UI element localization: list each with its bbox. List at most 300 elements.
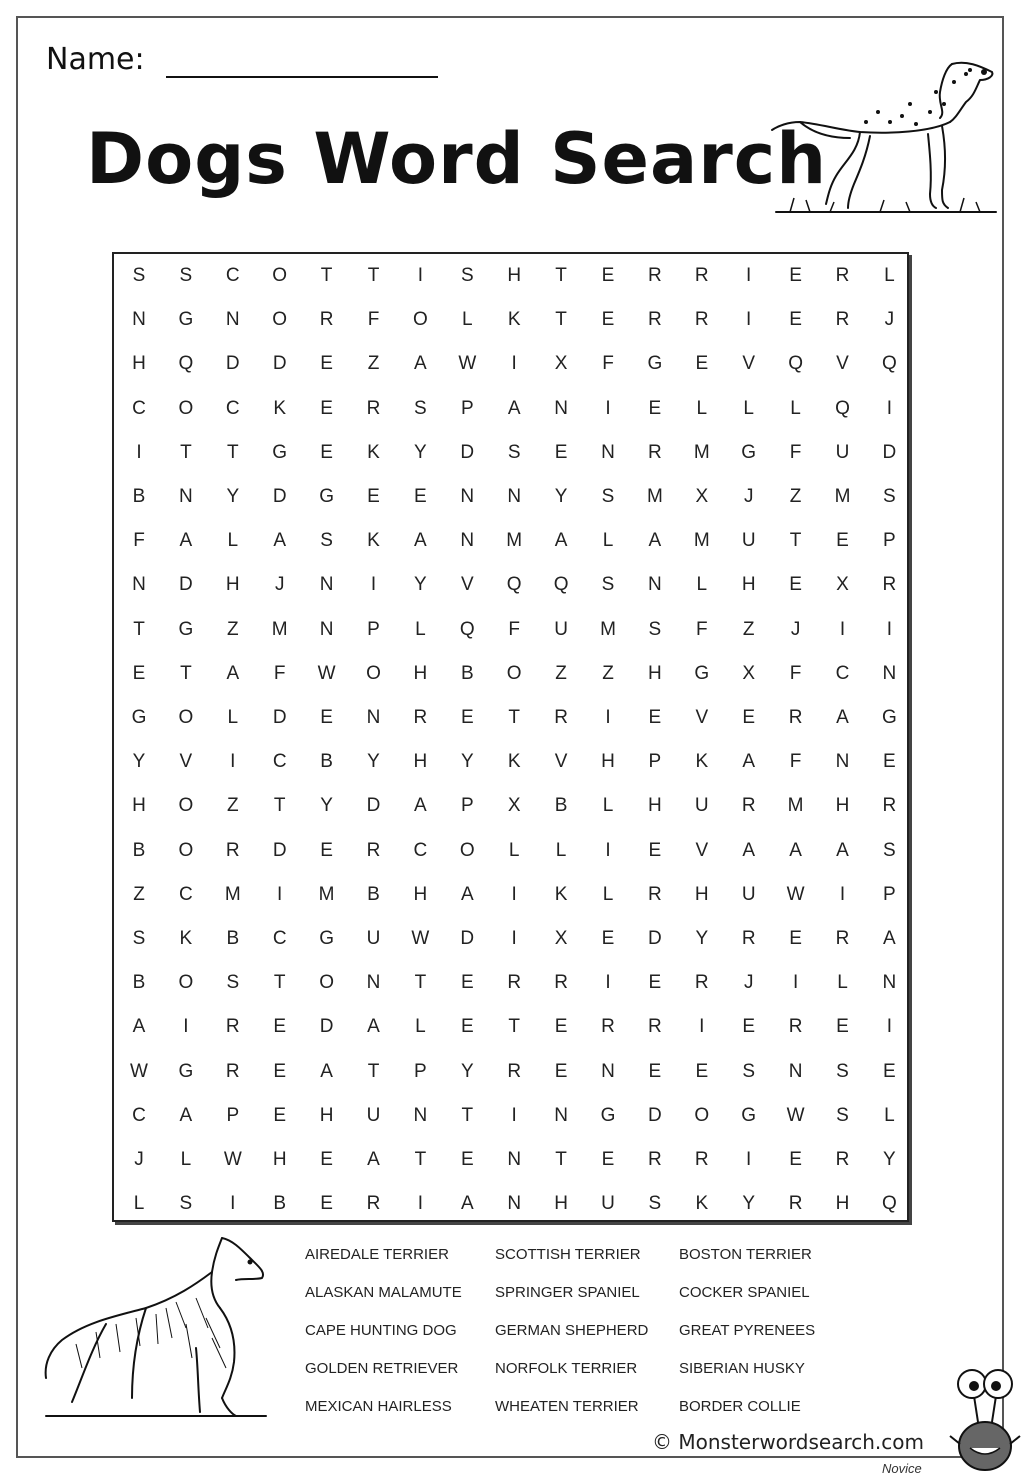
grid-letter[interactable]: R: [554, 972, 568, 994]
grid-letter[interactable]: B: [132, 972, 146, 994]
grid-letter[interactable]: V: [554, 751, 568, 773]
grid-letter[interactable]: N: [554, 397, 568, 419]
grid-letter[interactable]: L: [696, 397, 708, 419]
grid-letter[interactable]: I: [511, 1104, 517, 1126]
grid-letter[interactable]: L: [884, 265, 895, 286]
grid-letter[interactable]: M: [271, 618, 288, 640]
grid-letter[interactable]: K: [367, 441, 380, 463]
grid-letter[interactable]: A: [648, 530, 662, 552]
grid-letter[interactable]: H: [507, 265, 522, 286]
grid-letter[interactable]: K: [179, 928, 193, 949]
grid-letter[interactable]: I: [605, 397, 611, 419]
grid-letter[interactable]: S: [601, 486, 615, 507]
grid-letter[interactable]: I: [277, 883, 283, 905]
grid-letter[interactable]: A: [836, 839, 849, 861]
grid-letter[interactable]: R: [225, 1060, 240, 1082]
grid-letter[interactable]: Q: [553, 574, 569, 596]
grid-letter[interactable]: N: [882, 662, 897, 684]
grid-letter[interactable]: R: [648, 265, 662, 286]
grid-letter[interactable]: E: [883, 1060, 896, 1082]
grid-letter[interactable]: R: [694, 1149, 709, 1170]
grid-letter[interactable]: E: [320, 441, 333, 463]
grid-letter[interactable]: F: [602, 353, 614, 375]
grid-letter[interactable]: N: [835, 751, 850, 773]
grid-letter[interactable]: H: [694, 883, 709, 905]
grid-letter[interactable]: H: [601, 751, 615, 773]
grid-letter[interactable]: H: [272, 1149, 287, 1170]
grid-letter[interactable]: D: [460, 928, 475, 949]
grid-letter[interactable]: S: [179, 1193, 193, 1215]
grid-letter[interactable]: R: [788, 707, 803, 728]
grid-letter[interactable]: N: [601, 1060, 615, 1082]
grid-letter[interactable]: N: [225, 309, 240, 331]
grid-letter[interactable]: M: [318, 883, 335, 905]
grid-letter[interactable]: G: [741, 1104, 757, 1126]
grid-letter[interactable]: S: [836, 1104, 849, 1126]
grid-letter[interactable]: A: [367, 1149, 380, 1170]
grid-letter[interactable]: V: [742, 353, 756, 375]
grid-letter[interactable]: E: [601, 309, 615, 331]
grid-letter[interactable]: T: [133, 618, 145, 640]
grid-letter[interactable]: M: [224, 883, 241, 905]
grid-letter[interactable]: R: [835, 265, 850, 286]
grid-letter[interactable]: R: [648, 441, 662, 463]
grid-letter[interactable]: Q: [506, 574, 522, 596]
grid-letter[interactable]: O: [178, 839, 194, 861]
grid-letter[interactable]: N: [507, 486, 522, 507]
grid-letter[interactable]: J: [743, 486, 754, 507]
grid-letter[interactable]: B: [273, 1193, 287, 1215]
grid-letter[interactable]: A: [273, 530, 287, 552]
grid-letter[interactable]: R: [601, 1016, 615, 1038]
grid-letter[interactable]: L: [415, 618, 426, 640]
grid-letter[interactable]: Y: [554, 486, 568, 507]
grid-letter[interactable]: U: [741, 883, 756, 905]
grid-letter[interactable]: E: [648, 707, 662, 728]
grid-letter[interactable]: Q: [882, 1193, 897, 1215]
grid-letter[interactable]: H: [741, 574, 756, 596]
grid-letter[interactable]: R: [366, 1193, 381, 1215]
grid-letter[interactable]: R: [694, 265, 709, 286]
grid-letter[interactable]: N: [366, 707, 381, 728]
grid-letter[interactable]: S: [507, 441, 521, 463]
grid-letter[interactable]: E: [460, 1149, 474, 1170]
grid-letter[interactable]: T: [273, 972, 286, 994]
grid-letter[interactable]: N: [507, 1193, 522, 1215]
grid-letter[interactable]: O: [694, 1104, 710, 1126]
grid-letter[interactable]: T: [461, 1104, 474, 1126]
grid-letter[interactable]: M: [834, 486, 851, 507]
grid-letter[interactable]: D: [648, 1104, 662, 1126]
grid-letter[interactable]: C: [272, 751, 287, 773]
grid-letter[interactable]: U: [366, 1104, 381, 1126]
grid-letter[interactable]: E: [742, 707, 756, 728]
grid-letter[interactable]: Z: [742, 618, 755, 640]
grid-letter[interactable]: H: [835, 1193, 850, 1215]
grid-letter[interactable]: Q: [788, 353, 803, 375]
grid-letter[interactable]: F: [695, 618, 708, 640]
grid-letter[interactable]: E: [601, 265, 615, 286]
grid-letter[interactable]: E: [273, 1104, 287, 1126]
grid-letter[interactable]: R: [225, 1016, 240, 1038]
grid-letter[interactable]: H: [413, 662, 428, 684]
grid-letter[interactable]: S: [742, 1060, 756, 1082]
grid-letter[interactable]: H: [648, 662, 662, 684]
grid-letter[interactable]: X: [836, 574, 849, 596]
grid-letter[interactable]: E: [273, 1016, 287, 1038]
grid-letter[interactable]: N: [179, 486, 193, 507]
grid-letter[interactable]: R: [413, 707, 428, 728]
grid-letter[interactable]: Z: [367, 353, 380, 375]
grid-letter[interactable]: U: [554, 618, 568, 640]
grid-letter[interactable]: G: [647, 353, 663, 375]
grid-letter[interactable]: E: [414, 486, 427, 507]
grid-letter[interactable]: D: [319, 1016, 334, 1038]
grid-letter[interactable]: F: [789, 751, 802, 773]
grid-letter[interactable]: G: [741, 441, 757, 463]
grid-letter[interactable]: J: [884, 309, 895, 331]
grid-letter[interactable]: R: [788, 1016, 803, 1038]
grid-letter[interactable]: G: [694, 662, 710, 684]
grid-letter[interactable]: D: [648, 928, 662, 949]
grid-letter[interactable]: W: [317, 662, 336, 684]
grid-letter[interactable]: J: [274, 574, 285, 596]
grid-letter[interactable]: A: [460, 1193, 474, 1215]
grid-letter[interactable]: Z: [602, 662, 614, 684]
grid-letter[interactable]: E: [836, 1016, 849, 1038]
grid-letter[interactable]: R: [835, 309, 850, 331]
grid-letter[interactable]: D: [882, 441, 897, 463]
grid-letter[interactable]: E: [648, 397, 662, 419]
grid-letter[interactable]: I: [839, 618, 846, 640]
grid-letter[interactable]: J: [790, 618, 801, 640]
grid-letter[interactable]: Y: [226, 486, 240, 507]
grid-letter[interactable]: N: [413, 1104, 428, 1126]
grid-letter[interactable]: G: [600, 1104, 616, 1126]
grid-letter[interactable]: R: [648, 309, 662, 331]
grid-letter[interactable]: S: [883, 839, 896, 861]
grid-letter[interactable]: D: [179, 574, 193, 596]
grid-letter[interactable]: B: [132, 486, 146, 507]
grid-letter[interactable]: Y: [742, 1193, 756, 1215]
grid-letter[interactable]: Y: [460, 751, 474, 773]
grid-letter[interactable]: S: [320, 530, 333, 552]
grid-letter[interactable]: I: [886, 1016, 893, 1038]
grid-letter[interactable]: I: [792, 972, 799, 994]
grid-letter[interactable]: I: [183, 1016, 189, 1038]
grid-letter[interactable]: A: [226, 662, 240, 684]
grid-letter[interactable]: P: [414, 1060, 427, 1082]
grid-letter[interactable]: T: [508, 707, 520, 728]
grid-letter[interactable]: E: [320, 1193, 333, 1215]
grid-letter[interactable]: T: [367, 265, 380, 286]
grid-letter[interactable]: O: [178, 972, 194, 994]
grid-letter[interactable]: R: [882, 795, 897, 817]
grid-letter[interactable]: Z: [226, 795, 239, 817]
grid-letter[interactable]: R: [648, 883, 662, 905]
grid-letter[interactable]: A: [554, 530, 568, 552]
grid-letter[interactable]: N: [132, 574, 146, 596]
grid-letter[interactable]: M: [787, 795, 804, 817]
grid-letter[interactable]: W: [786, 883, 805, 905]
grid-letter[interactable]: S: [179, 265, 193, 286]
grid-letter[interactable]: S: [648, 618, 662, 640]
grid-letter[interactable]: W: [223, 1149, 242, 1170]
grid-letter[interactable]: D: [272, 353, 287, 375]
grid-letter[interactable]: V: [695, 707, 709, 728]
grid-letter[interactable]: Z: [789, 486, 802, 507]
grid-letter[interactable]: H: [554, 1193, 568, 1215]
name-line[interactable]: [166, 76, 438, 78]
grid-letter[interactable]: R: [507, 972, 522, 994]
grid-letter[interactable]: R: [648, 1016, 662, 1038]
grid-letter[interactable]: O: [319, 972, 334, 994]
grid-letter[interactable]: T: [555, 1149, 567, 1170]
grid-letter[interactable]: Q: [835, 397, 850, 419]
grid-letter[interactable]: Z: [555, 662, 567, 684]
grid-letter[interactable]: O: [272, 265, 288, 286]
grid-letter[interactable]: M: [646, 486, 663, 507]
grid-letter[interactable]: O: [413, 309, 428, 331]
grid-letter[interactable]: Q: [882, 353, 897, 375]
grid-letter[interactable]: R: [366, 839, 381, 861]
grid-letter[interactable]: X: [507, 795, 521, 817]
grid-letter[interactable]: P: [883, 883, 896, 905]
grid-letter[interactable]: E: [695, 353, 709, 375]
grid-letter[interactable]: N: [366, 972, 381, 994]
grid-letter[interactable]: A: [414, 795, 427, 817]
grid-letter[interactable]: A: [507, 397, 521, 419]
grid-letter[interactable]: L: [602, 530, 614, 552]
grid-letter[interactable]: B: [226, 928, 240, 949]
grid-letter[interactable]: J: [743, 972, 754, 994]
grid-letter[interactable]: E: [554, 1016, 568, 1038]
grid-letter[interactable]: G: [178, 618, 194, 640]
grid-letter[interactable]: A: [742, 839, 756, 861]
grid-letter[interactable]: T: [367, 1060, 380, 1082]
grid-letter[interactable]: P: [648, 751, 662, 773]
grid-letter[interactable]: A: [460, 883, 474, 905]
grid-letter[interactable]: L: [133, 1193, 145, 1215]
grid-letter[interactable]: H: [132, 353, 146, 375]
grid-letter[interactable]: F: [133, 530, 145, 552]
grid-letter[interactable]: C: [132, 397, 146, 419]
grid-letter[interactable]: T: [414, 972, 427, 994]
grid-letter[interactable]: E: [320, 397, 333, 419]
grid-letter[interactable]: N: [788, 1060, 803, 1082]
grid-letter[interactable]: K: [367, 530, 380, 552]
grid-letter[interactable]: E: [789, 928, 802, 949]
grid-letter[interactable]: L: [508, 839, 520, 861]
grid-letter[interactable]: E: [836, 530, 849, 552]
grid-letter[interactable]: E: [460, 972, 474, 994]
grid-letter[interactable]: S: [414, 397, 427, 419]
grid-letter[interactable]: O: [178, 397, 194, 419]
grid-letter[interactable]: A: [367, 1016, 380, 1038]
grid-letter[interactable]: I: [511, 883, 517, 905]
grid-letter[interactable]: E: [601, 928, 615, 949]
grid-letter[interactable]: I: [746, 265, 752, 286]
grid-letter[interactable]: R: [319, 309, 334, 331]
grid-letter[interactable]: E: [320, 1149, 333, 1170]
grid-letter[interactable]: P: [226, 1104, 240, 1126]
grid-letter[interactable]: S: [460, 265, 474, 286]
grid-letter[interactable]: E: [320, 707, 333, 728]
word-search-grid[interactable]: [112, 252, 909, 1222]
grid-letter[interactable]: C: [272, 928, 287, 949]
grid-letter[interactable]: G: [882, 707, 897, 728]
grid-letter[interactable]: O: [506, 662, 522, 684]
grid-letter[interactable]: G: [319, 486, 334, 507]
grid-letter[interactable]: Y: [414, 441, 427, 463]
grid-letter[interactable]: A: [179, 530, 193, 552]
grid-letter[interactable]: R: [507, 1060, 522, 1082]
grid-letter[interactable]: Y: [132, 751, 146, 773]
grid-letter[interactable]: T: [508, 1016, 520, 1038]
grid-letter[interactable]: B: [367, 883, 380, 905]
grid-letter[interactable]: F: [789, 441, 802, 463]
grid-letter[interactable]: H: [225, 574, 240, 596]
grid-letter[interactable]: R: [694, 972, 709, 994]
grid-letter[interactable]: D: [366, 795, 381, 817]
grid-letter[interactable]: A: [789, 839, 802, 861]
grid-letter[interactable]: Y: [460, 1060, 474, 1082]
grid-letter[interactable]: I: [886, 618, 893, 640]
grid-letter[interactable]: L: [462, 309, 473, 331]
grid-letter[interactable]: E: [460, 707, 474, 728]
grid-letter[interactable]: A: [179, 1104, 193, 1126]
grid-letter[interactable]: E: [132, 662, 146, 684]
grid-letter[interactable]: I: [417, 265, 424, 286]
grid-letter[interactable]: R: [225, 839, 240, 861]
grid-letter[interactable]: B: [132, 839, 146, 861]
grid-letter[interactable]: W: [786, 1104, 805, 1126]
grid-letter[interactable]: B: [554, 795, 568, 817]
grid-letter[interactable]: U: [366, 928, 381, 949]
grid-letter[interactable]: E: [742, 1016, 756, 1038]
grid-letter[interactable]: A: [742, 751, 756, 773]
grid-letter[interactable]: F: [508, 618, 520, 640]
grid-letter[interactable]: L: [884, 1104, 895, 1126]
grid-letter[interactable]: M: [693, 530, 710, 552]
grid-letter[interactable]: M: [600, 618, 616, 640]
grid-letter[interactable]: K: [554, 883, 568, 905]
grid-letter[interactable]: E: [320, 839, 333, 861]
grid-letter[interactable]: N: [648, 574, 662, 596]
grid-letter[interactable]: G: [178, 1060, 194, 1082]
grid-letter[interactable]: T: [273, 795, 286, 817]
grid-letter[interactable]: N: [460, 530, 475, 552]
grid-letter[interactable]: E: [648, 1060, 662, 1082]
grid-letter[interactable]: I: [136, 441, 142, 463]
grid-letter[interactable]: R: [741, 928, 756, 949]
grid-letter[interactable]: L: [555, 839, 567, 861]
grid-letter[interactable]: Y: [320, 795, 333, 817]
grid-letter[interactable]: U: [694, 795, 709, 817]
grid-letter[interactable]: K: [695, 751, 709, 773]
grid-letter[interactable]: E: [554, 1060, 568, 1082]
grid-letter[interactable]: L: [790, 397, 801, 419]
grid-letter[interactable]: P: [367, 618, 380, 640]
grid-letter[interactable]: Y: [414, 574, 427, 596]
grid-letter[interactable]: A: [883, 928, 896, 949]
grid-letter[interactable]: E: [601, 1149, 615, 1170]
grid-letter[interactable]: F: [367, 309, 380, 331]
grid-letter[interactable]: S: [132, 928, 146, 949]
grid-letter[interactable]: A: [836, 707, 849, 728]
grid-letter[interactable]: R: [788, 1193, 803, 1215]
grid-letter[interactable]: X: [554, 928, 568, 949]
grid-letter[interactable]: P: [460, 795, 474, 817]
grid-letter[interactable]: N: [882, 972, 897, 994]
grid-letter[interactable]: L: [696, 574, 708, 596]
grid-letter[interactable]: E: [695, 1060, 709, 1082]
grid-letter[interactable]: T: [414, 1149, 427, 1170]
grid-letter[interactable]: O: [178, 707, 194, 728]
grid-letter[interactable]: T: [555, 309, 567, 331]
grid-letter[interactable]: Y: [695, 928, 709, 949]
grid-letter[interactable]: T: [226, 441, 239, 463]
grid-letter[interactable]: Q: [178, 353, 194, 375]
grid-letter[interactable]: L: [743, 397, 754, 419]
grid-letter[interactable]: B: [320, 751, 333, 773]
grid-letter[interactable]: O: [366, 662, 381, 684]
grid-letter[interactable]: I: [839, 883, 846, 905]
grid-letter[interactable]: H: [413, 883, 428, 905]
grid-letter[interactable]: G: [178, 309, 194, 331]
grid-letter[interactable]: R: [741, 795, 756, 817]
grid-letter[interactable]: E: [789, 574, 802, 596]
grid-letter[interactable]: X: [554, 353, 568, 375]
grid-letter[interactable]: N: [601, 441, 615, 463]
grid-letter[interactable]: I: [370, 574, 377, 596]
grid-letter[interactable]: U: [601, 1193, 615, 1215]
grid-letter[interactable]: P: [883, 530, 896, 552]
grid-letter[interactable]: H: [319, 1104, 334, 1126]
grid-letter[interactable]: K: [273, 397, 287, 419]
grid-letter[interactable]: E: [789, 1149, 802, 1170]
grid-letter[interactable]: S: [883, 486, 896, 507]
grid-letter[interactable]: E: [648, 839, 662, 861]
grid-letter[interactable]: O: [459, 839, 475, 861]
grid-letter[interactable]: E: [789, 309, 802, 331]
grid-letter[interactable]: I: [230, 1193, 236, 1215]
grid-letter[interactable]: S: [836, 1060, 849, 1082]
grid-letter[interactable]: T: [555, 265, 567, 286]
grid-letter[interactable]: K: [507, 309, 521, 331]
grid-letter[interactable]: Z: [226, 618, 239, 640]
grid-letter[interactable]: E: [554, 441, 568, 463]
grid-letter[interactable]: B: [460, 662, 474, 684]
grid-letter[interactable]: N: [319, 574, 334, 596]
grid-letter[interactable]: A: [414, 353, 427, 375]
grid-letter[interactable]: L: [602, 795, 614, 817]
grid-letter[interactable]: A: [132, 1016, 146, 1038]
grid-letter[interactable]: T: [320, 265, 333, 286]
grid-letter[interactable]: R: [554, 707, 568, 728]
grid-letter[interactable]: G: [131, 707, 147, 728]
grid-letter[interactable]: E: [648, 972, 662, 994]
grid-letter[interactable]: T: [180, 662, 192, 684]
grid-letter[interactable]: C: [413, 839, 428, 861]
grid-letter[interactable]: D: [272, 707, 287, 728]
grid-letter[interactable]: D: [225, 353, 240, 375]
grid-letter[interactable]: C: [835, 662, 850, 684]
grid-letter[interactable]: G: [272, 441, 288, 463]
grid-letter[interactable]: I: [746, 309, 752, 331]
grid-letter[interactable]: U: [835, 441, 850, 463]
grid-letter[interactable]: I: [605, 972, 611, 994]
